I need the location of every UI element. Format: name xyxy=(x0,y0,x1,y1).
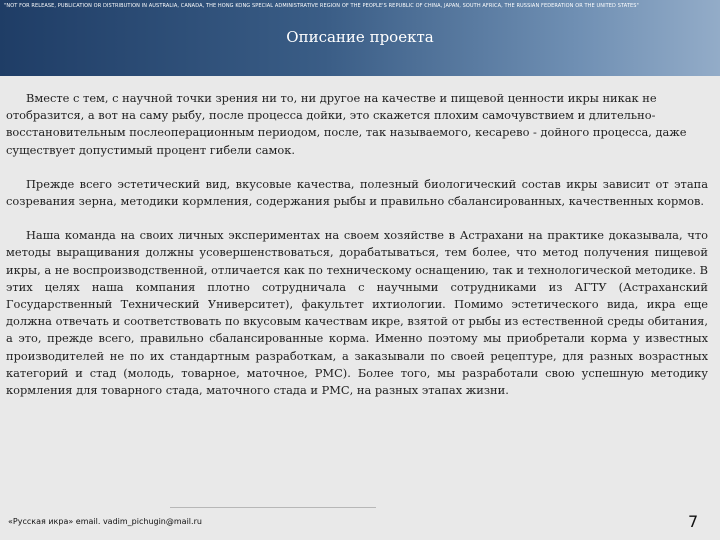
footer-divider xyxy=(170,507,376,508)
slide-title: Описание проекта xyxy=(286,28,434,46)
footer-contact: «Русская икра» email. vadim_pichugin@mail.ru xyxy=(8,517,202,526)
paragraph-1: Вместе с тем, с научной точки зрения ни то, ни другое на качестве и пищевой ценности икры никак не отобразится, а вот на саму рыбу, после процесса дойки, это скажется плохим самочувствием и длительно-восстановительным послеоперационным периодом, после, так называемого, кесарево - дойного процесса, даже существует допустимый процент гибели самок. xyxy=(6,91,687,157)
paragraph-3: Наша команда на своих личных экспериментах на своем хозяйстве в Астрахани на практике доказывала, что методы выращивания должны усовершенствоваться, дорабатываться, тем более, что метод получения пищевой икры, а не воспроизводственной, отличается как по техническому оснащению, так и технологической методике. В этих целях наша компания плотно сотрудничала с научными сотрудниками из АГТУ (Астраханский Государственный Технический Университет), факультет ихтиологии. Помимо эстетического вида, икра еще должна отвечать и соответствовать по вкусовым качествам икре, взятой от рыбы из естественной среды обитания, а это, прежде всего, правильно сбалансированные корма. Именно поэтому мы приобретали корма у известных производителей не по их стандартным разработкам, а заказывали по своей рецептуре, для разных возрастных категорий и стад (молодь, товарное, маточное, РМС). Более того, мы разработали свою успешную методику кормления для товарного стада, маточного стада и РМС, на разных этапах жизни. xyxy=(6,228,708,398)
body-text xyxy=(6,90,708,416)
disclaimer-text: "NOT FOR RELEASE, PUBLICATION OR DISTRIBUTION IN AUSTRALIA, CANADA, THE HONG KONG SPECIAL ADMINISTRATIVE REGION OF THE PEOPLE'S REPUBLIC OF CHINA, JAPAN, SOUTH AFRICA, THE RUSSIAN FEDERATION OR THE UNITED STATES" xyxy=(4,3,639,9)
paragraph-2: Прежде всего эстетический вид, вкусовые качества, полезный биологический состав икры зависит от этапа созревания зерна, методики кормления, содержания рыбы и правильно сбалансированных, качественных кормов. xyxy=(6,176,708,209)
page-number: 7 xyxy=(688,512,699,531)
header-banner xyxy=(0,0,720,76)
